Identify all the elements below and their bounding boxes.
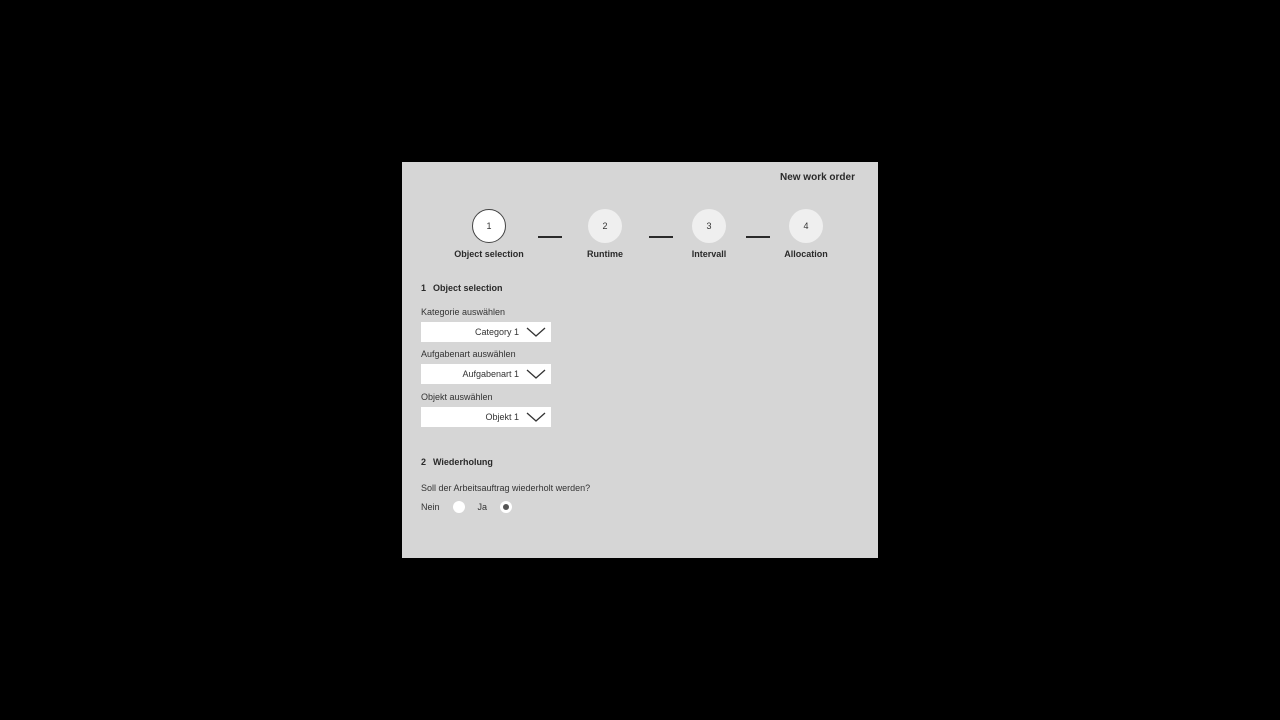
object-value: Objekt 1 [485,412,519,422]
step-number: 2 [588,209,622,243]
category-select[interactable] [421,322,551,342]
radio-label-nein: Nein [421,502,440,512]
section-title: Object selection [433,283,503,293]
section-heading-wiederholung [421,457,493,467]
step-object-selection[interactable] [439,209,539,259]
radio-selected-icon [503,504,509,510]
chevron-down-icon [525,407,547,427]
window-title: New work order [779,172,855,183]
object-label: Objekt auswählen [421,392,493,402]
chevron-down-icon [525,364,547,384]
step-runtime[interactable] [555,209,655,259]
step-label: Object selection [454,249,524,259]
repeat-question: Soll der Arbeitsauftrag wiederholt werden? [421,483,591,493]
task-type-label: Aufgabenart auswählen [421,349,516,359]
stepper [402,209,878,269]
task-type-value: Aufgabenart 1 [462,369,519,379]
step-intervall[interactable] [659,209,759,259]
section-title: Wiederholung [433,457,493,467]
task-type-select[interactable] [421,364,551,384]
step-label: Allocation [784,249,828,259]
section-number: 2 [421,457,427,467]
step-label: Intervall [691,249,727,259]
repeat-radio-group [421,500,512,514]
object-select[interactable] [421,407,551,427]
radio-label-ja: Ja [477,502,488,512]
radio-nein[interactable] [453,501,465,513]
work-order-panel [402,162,878,558]
section-heading-object-selection [421,283,503,293]
step-allocation[interactable] [756,209,856,259]
radio-ja[interactable] [500,501,512,513]
chevron-down-icon [525,322,547,342]
step-number: 4 [789,209,823,243]
step-label: Runtime [587,249,623,259]
category-value: Category 1 [474,327,519,337]
section-number: 1 [421,283,427,293]
category-label: Kategorie auswählen [421,307,506,317]
step-number: 3 [692,209,726,243]
step-number: 1 [472,209,506,243]
